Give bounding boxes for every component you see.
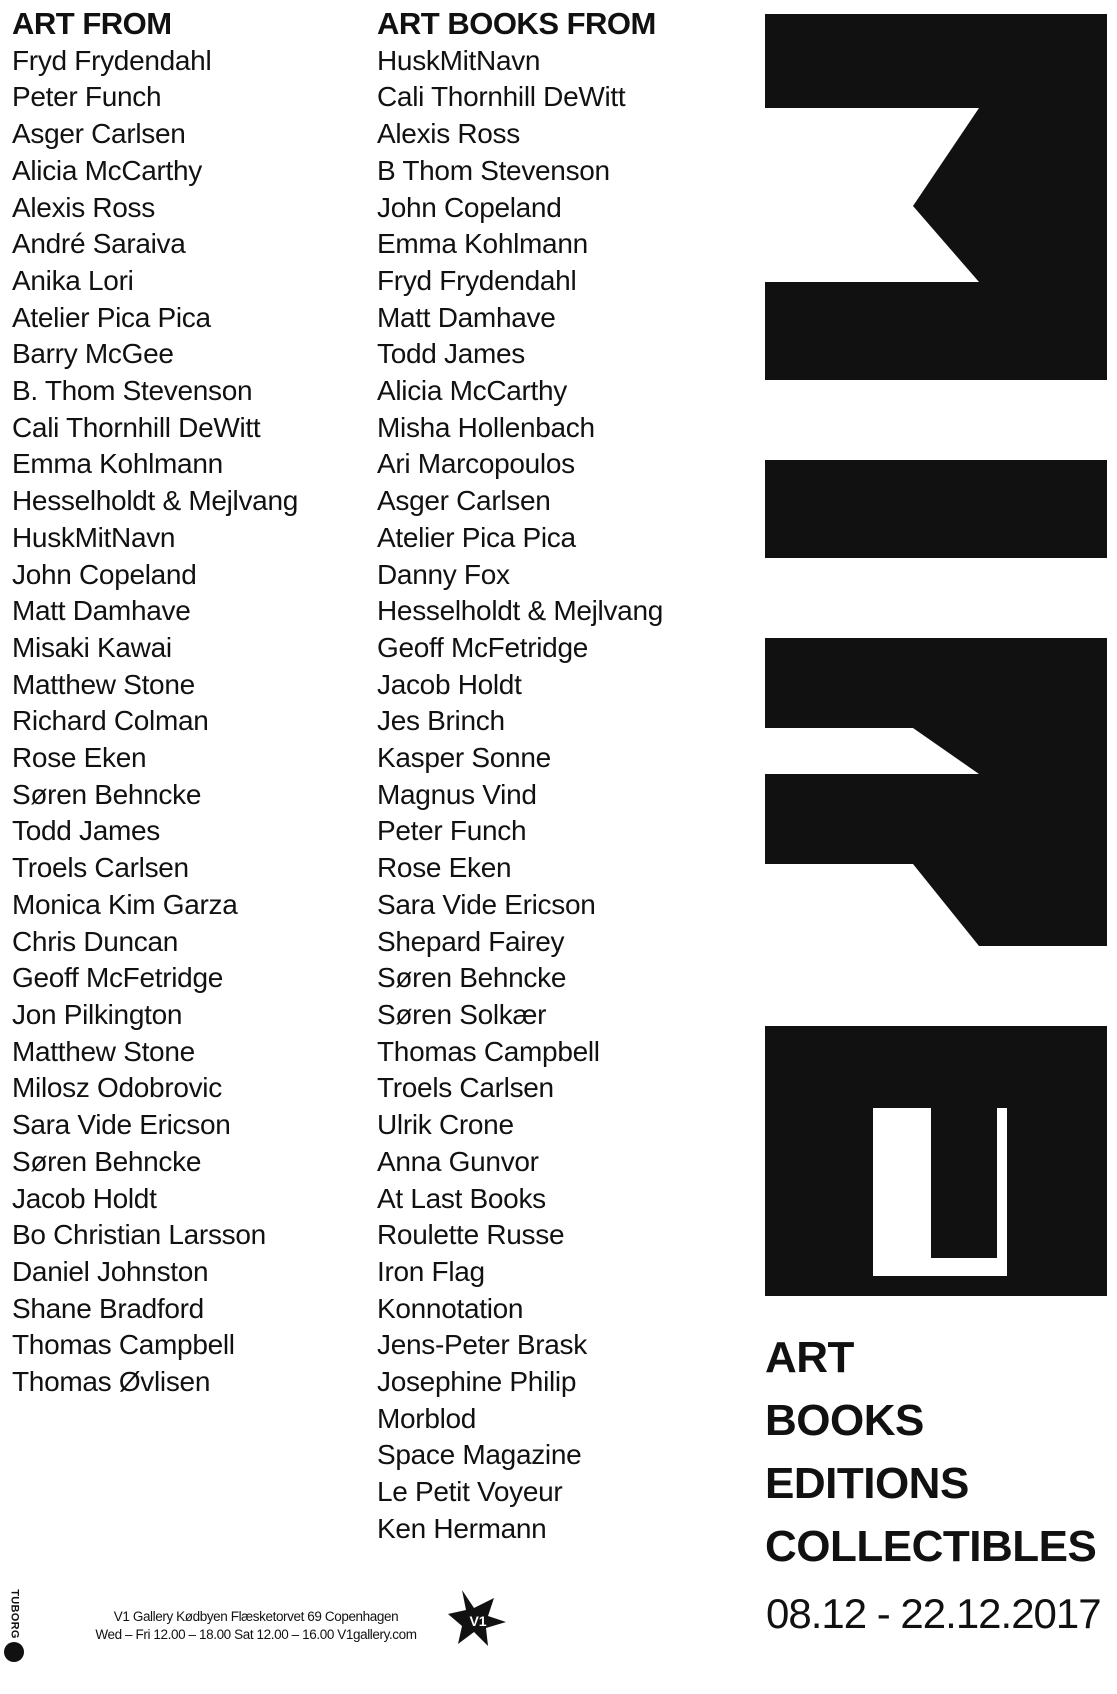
list-item: Todd James [377,338,525,370]
list-item: Asger Carlsen [377,485,551,517]
list-item: Alicia McCarthy [377,375,567,407]
list-item: B. Thom Stevenson [12,375,253,407]
list-item: Matthew Stone [12,668,195,700]
venue-address: V1 Gallery Kødbyen Flæsketorvet 69 Copenhagen [113,1609,399,1624]
list-item: Ari Marcopoulos [377,448,575,480]
list-item: Emma Kohlmann [12,448,223,480]
art-books-from-list [377,43,737,1548]
list-item: Alexis Ross [377,118,520,150]
list-item: Peter Funch [12,81,162,113]
list-item: Emma Kohlmann [377,228,588,260]
list-item: Daniel Johnston [12,1255,209,1287]
art-books-from-section [377,6,737,1548]
list-item: HuskMitNavn [12,521,176,553]
list-item: Roulette Russe [377,1219,565,1251]
letter-e-shape [765,1026,1107,1296]
list-item: Konnotation [377,1292,524,1324]
venue-info [66,1608,446,1644]
exhibition-dates: 08.12 - 22.12.2017 [766,1590,1101,1637]
list-item: André Saraiva [12,228,186,260]
list-item: Magnus Vind [377,778,537,810]
tuborg-logo-icon [2,1640,26,1662]
list-item: Asger Carlsen [12,118,186,150]
list-item: Shepard Fairey [377,925,565,957]
list-item: Peter Funch [377,815,527,847]
list-item: Rose Eken [12,742,147,774]
list-item: Geoff McFetridge [377,631,588,663]
list-item: Le Petit Voyeur [377,1476,563,1508]
list-item: Richard Colman [12,705,209,737]
list-item: Danny Fox [377,558,510,590]
art-from-list [12,43,352,1401]
v1-star-logo-icon [448,1590,508,1648]
list-item: Chris Duncan [12,925,179,957]
list-item: Jon Pilkington [12,998,183,1030]
list-item: Ulrik Crone [377,1109,514,1141]
list-item: Sara Vide Ericson [377,888,596,920]
list-item: Matthew Stone [12,1035,195,1067]
list-item: Søren Behncke [377,962,567,994]
list-item: Space Magazine [377,1439,582,1471]
list-item: Alexis Ross [12,191,155,223]
list-item: Alicia McCarthy [12,154,202,186]
list-item: Matt Damhave [12,595,191,627]
list-item: Jes Brinch [377,705,505,737]
category-art: ART [765,1333,854,1382]
letter-i-shape [765,460,1107,558]
list-item: Iron Flag [377,1255,485,1287]
list-item: Hesselholdt & Mejlvang [12,485,298,517]
category-editions: EDITIONS [765,1459,969,1508]
list-item: John Copeland [377,191,562,223]
list-item: Søren Solkær [377,998,547,1030]
list-item: Todd James [12,815,160,847]
list-item: Anna Gunvor [377,1145,539,1177]
list-item: Fryd Frydendahl [377,264,577,296]
list-item: Barry McGee [12,338,174,370]
list-item: Josephine Philip [377,1366,577,1398]
list-item: Thomas Øvlisen [12,1366,211,1398]
list-item: John Copeland [12,558,197,590]
list-item: Anika Lori [12,264,134,296]
list-item: Thomas Campbell [12,1329,235,1361]
list-item: Misha Hollenbach [377,411,595,443]
list-item: Kasper Sonne [377,742,551,774]
category-books: BOOKS [765,1396,924,1445]
list-item: At Last Books [377,1182,546,1214]
letter-n-shape [765,638,1107,946]
art-from-section [12,6,352,1401]
list-item: Troels Carlsen [12,852,189,884]
art-from-heading: ART FROM [12,6,172,41]
list-item: Bo Christian Larsson [12,1219,266,1251]
list-item: Jens-Peter Brask [377,1329,587,1361]
venue-hours: Wed – Fri 12.00 – 18.00 Sat 12.00 – 16.00 V1gallery.com [95,1627,417,1642]
category-list [765,1326,1110,1578]
list-item: Troels Carlsen [377,1072,554,1104]
list-item: Atelier Pica Pica [377,521,576,553]
mine-wordmark [765,14,1107,1296]
list-item: Geoff McFetridge [12,962,223,994]
list-item: Morblod [377,1402,477,1434]
list-item: Matt Damhave [377,301,556,333]
list-item: Rose Eken [377,852,512,884]
list-item: HuskMitNavn [377,44,541,76]
list-item: B Thom Stevenson [377,154,610,186]
list-item: Cali Thornhill DeWitt [12,411,261,443]
list-item: Milosz Odobrovic [12,1072,222,1104]
art-books-from-heading: ART BOOKS FROM [377,6,656,41]
list-item: Søren Behncke [12,1145,202,1177]
list-item: Monica Kim Garza [12,888,238,920]
list-item: Ken Hermann [377,1512,547,1544]
letter-m-shape [765,14,1107,380]
list-item: Cali Thornhill DeWitt [377,81,626,113]
list-item: Sara Vide Ericson [12,1109,231,1141]
gallery-logo-text: V1 [469,1613,487,1629]
sponsor-name: TUBORG [8,1589,21,1639]
list-item: Misaki Kawai [12,631,172,663]
list-item: Jacob Holdt [377,668,522,700]
list-item: Shane Bradford [12,1292,204,1324]
sponsor-logo [2,1588,28,1660]
list-item: Atelier Pica Pica [12,301,211,333]
list-item: Thomas Campbell [377,1035,600,1067]
category-collectibles: COLLECTIBLES [765,1522,1097,1571]
list-item: Søren Behncke [12,778,202,810]
list-item: Hesselholdt & Mejlvang [377,595,663,627]
list-item: Jacob Holdt [12,1182,157,1214]
list-item: Fryd Frydendahl [12,44,212,76]
